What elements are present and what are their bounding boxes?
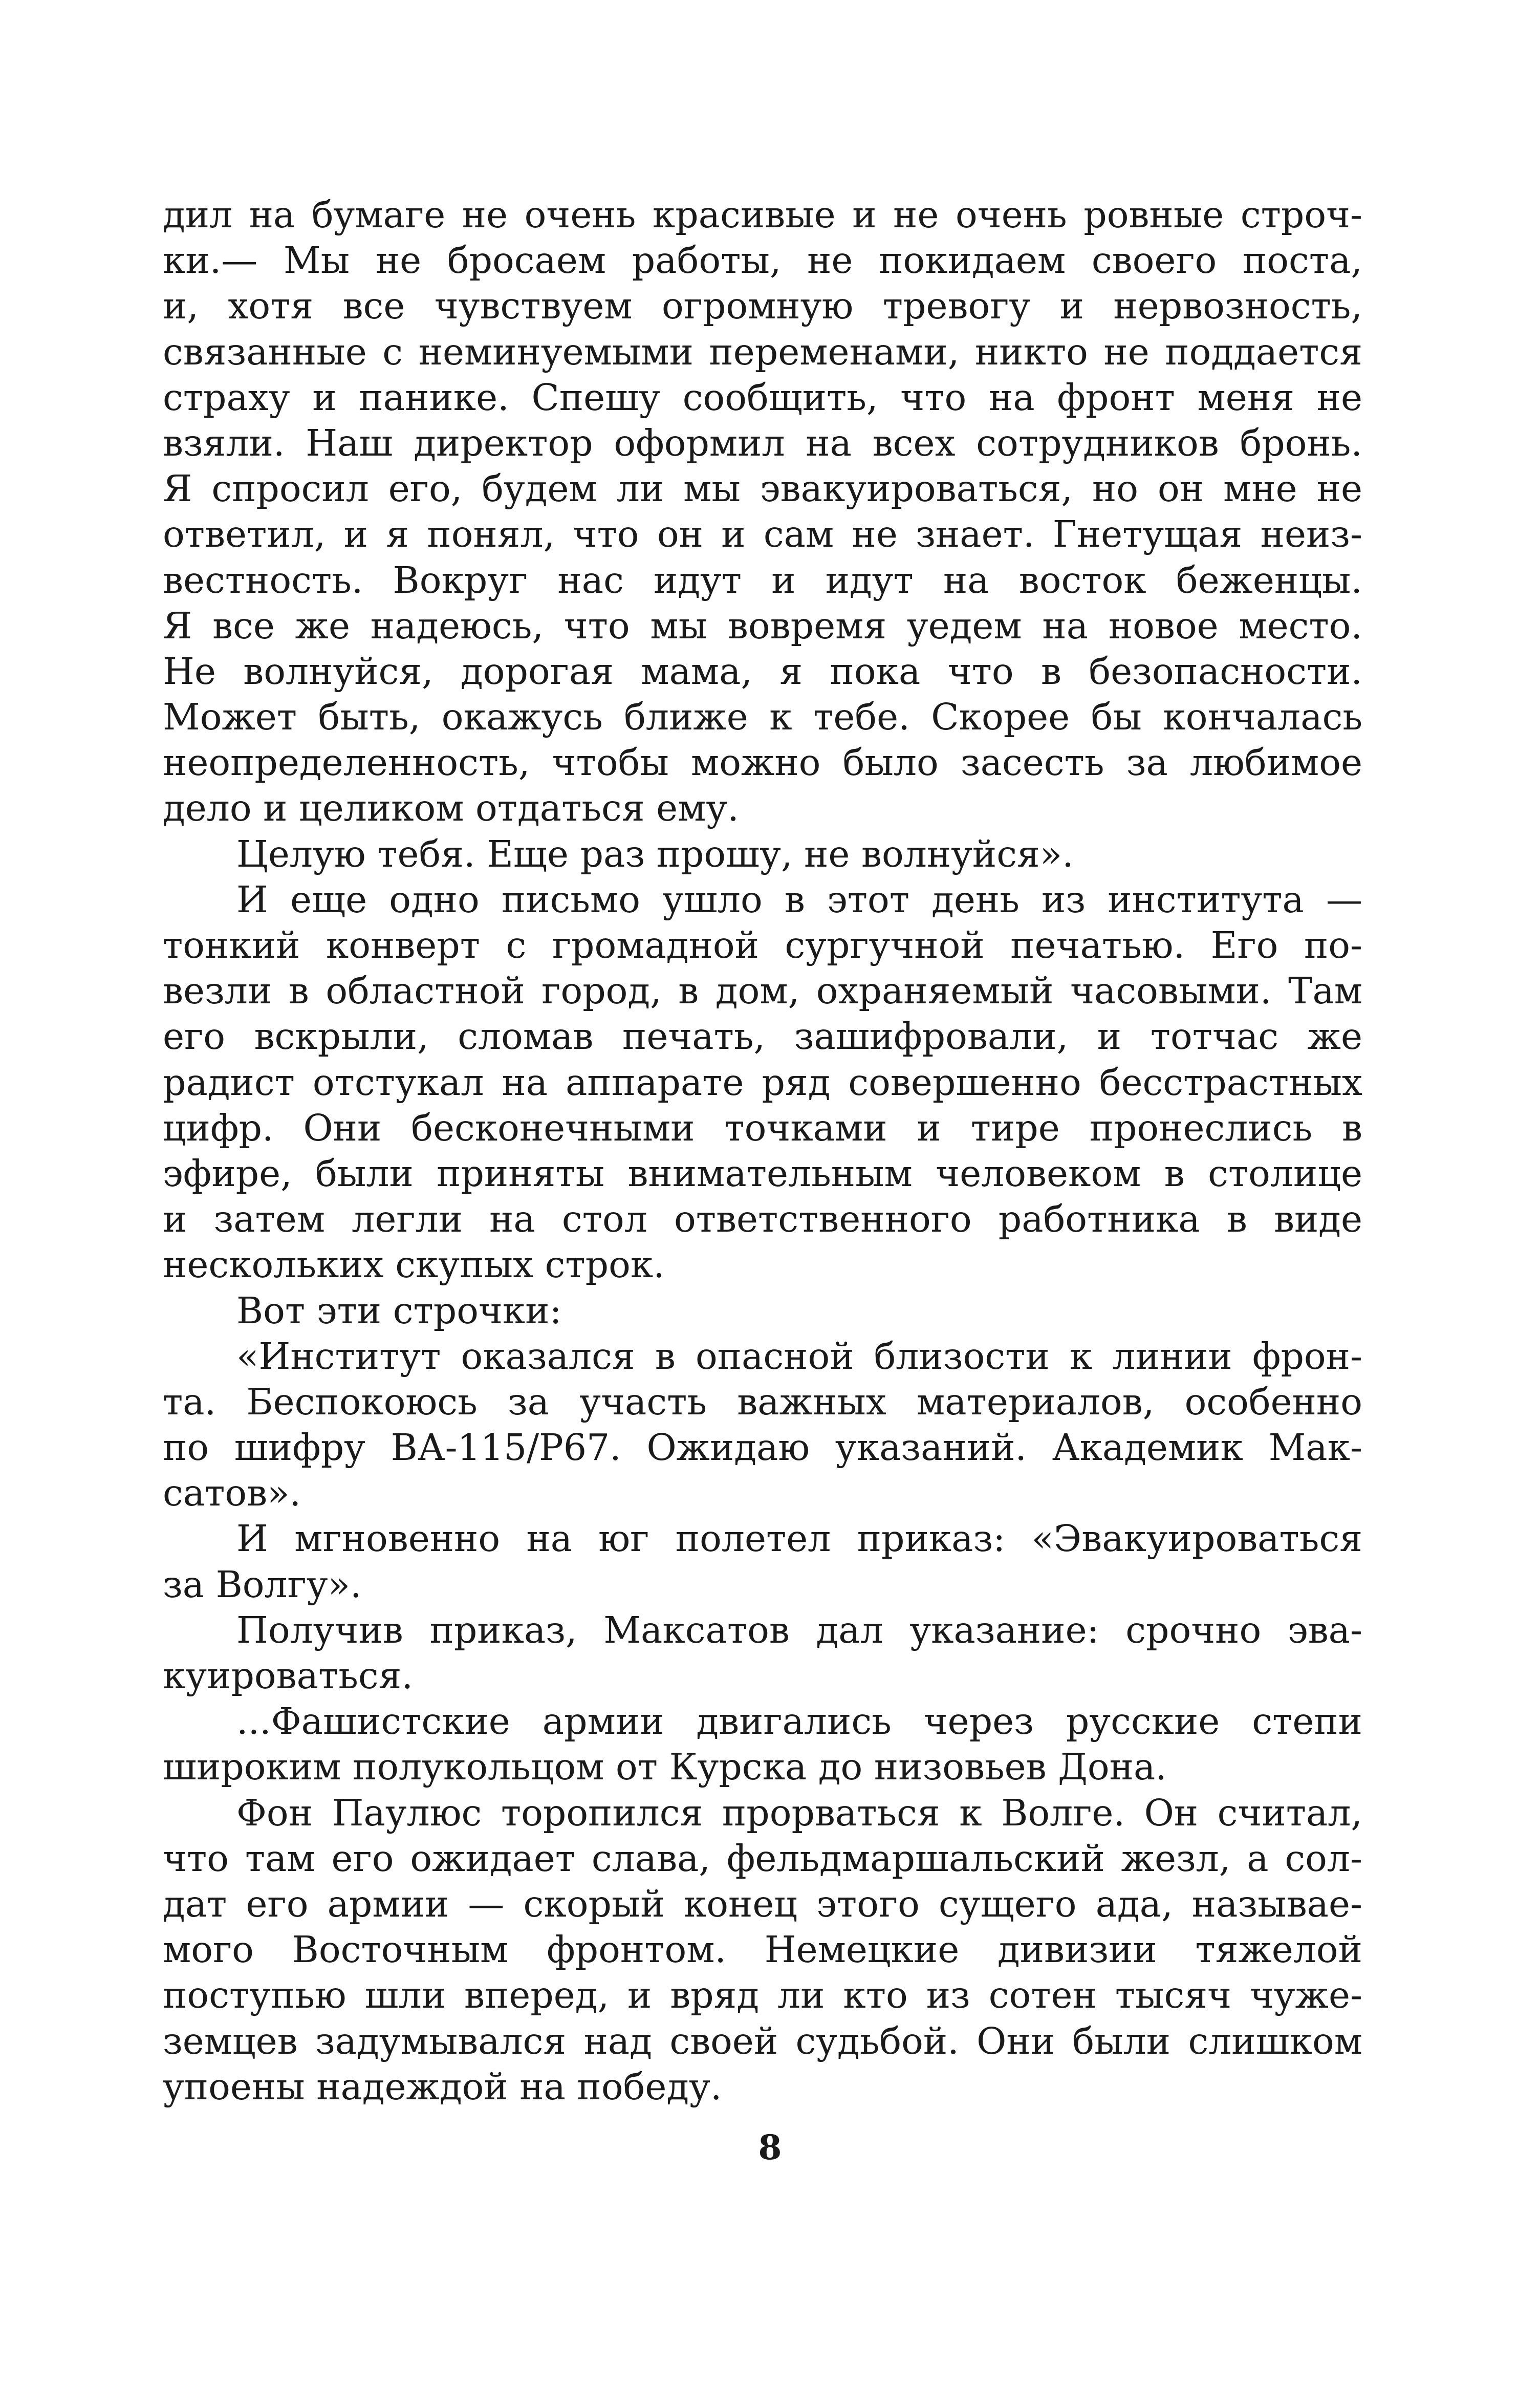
text-line: Целую тебя. Еще раз прошу, не волнуйся».	[236, 832, 1074, 875]
text-line: что там его ожидает слава, фельдмаршальский жезл, а сол-	[163, 1837, 1362, 1880]
text-line: эфире, были приняты внимательным человеком в столице	[163, 1152, 1362, 1195]
text-line: куироваться.	[163, 1654, 414, 1697]
text-line: И еще одно письмо ушло в этот день из института —	[236, 878, 1362, 921]
text-line: везли в областной город, в дом, охраняемый часовыми. Там	[163, 970, 1362, 1013]
text-line: широким полукольцом от Курска до низовьев Дона.	[163, 1746, 1167, 1789]
text-line: поступью шли вперед, и вряд ли кто из сотен тысяч чуже-	[163, 1974, 1362, 2017]
text-line: ...Фашистские армии двигались через русские степи	[236, 1700, 1362, 1743]
text-line: Фон Паулюс торопился прорваться к Волге. Он считал,	[236, 1791, 1362, 1834]
text-line: вестность. Вокруг нас идут и идут на восток беженцы.	[163, 558, 1362, 601]
text-line: его вскрыли, сломав печать, зашифровали, и тотчас же	[163, 1015, 1362, 1058]
text-line: упоены надеждой на победу.	[163, 2065, 722, 2108]
text-line: радист отстукал на аппарате ряд совершенно бесстрастных	[163, 1061, 1362, 1104]
text-line: ки.— Мы не бросаем работы, не покидаем своего поста,	[163, 239, 1362, 282]
text-line: дат его армии — скорый конец этого сущего ада, называе-	[163, 1882, 1362, 1925]
text-line: Может быть, окажусь ближе к тебе. Скорее бы кончалась	[163, 696, 1362, 739]
body-text	[163, 192, 1362, 2110]
text-line: дело и целиком отдаться ему.	[163, 787, 739, 830]
text-line: взяли. Наш директор оформил на всех сотрудников бронь.	[163, 421, 1362, 464]
text-line: Я все же надеюсь, что мы вовремя уедем на новое место.	[163, 604, 1362, 647]
text-line: земцев задумывался над своей судьбой. Они были слишком	[163, 2019, 1362, 2062]
text-line: по шифру ВА-115/Р67. Ожидаю указаний. Академик Мак-	[163, 1426, 1362, 1469]
text-line: страху и панике. Спешу сообщить, что на фронт меня не	[163, 376, 1362, 419]
text-line: цифр. Они бесконечными точками и тире пронеслись в	[163, 1106, 1362, 1149]
text-line: Вот эти строчки:	[236, 1289, 562, 1332]
text-line: сатов».	[163, 1472, 301, 1515]
text-line: неопределенность, чтобы можно было засесть за любимое	[163, 741, 1362, 784]
text-line: та. Беспокоюсь за участь важных материалов, особенно	[163, 1380, 1362, 1423]
text-line: связанные с неминуемыми переменами, никто не поддается	[163, 330, 1362, 373]
text-line: Не волнуйся, дорогая мама, я пока что в безопасности.	[163, 650, 1362, 693]
text-line: и, хотя все чувствуем огромную тревогу и нервозность,	[163, 285, 1362, 328]
text-line: «Институт оказался в опасной близости к линии фрон-	[236, 1335, 1362, 1378]
text-line: и затем легли на стол ответственного работника в виде	[163, 1198, 1362, 1241]
page-number: 8	[758, 2127, 782, 2167]
text-line: ответил, и я понял, что он и сам не знает. Гнетущая неиз-	[163, 513, 1362, 556]
text-line: И мгновенно на юг полетел приказ: «Эвакуироваться	[236, 1517, 1362, 1560]
text-line: за Волгу».	[163, 1563, 362, 1606]
text-line: дил на бумаге не очень красивые и не очень ровные строч-	[163, 193, 1362, 236]
text-line: нескольких скупых строк.	[163, 1243, 665, 1286]
text-line: Я спросил его, будем ли мы эвакуироваться, но он мне не	[163, 467, 1362, 510]
text-line: тонкий конверт с громадной сургучной печатью. Его по-	[163, 924, 1362, 966]
text-line: Получив приказ, Максатов дал указание: срочно эва-	[236, 1608, 1362, 1651]
text-line: мого Восточным фронтом. Немецкие дивизии тяжелой	[163, 1928, 1362, 1971]
